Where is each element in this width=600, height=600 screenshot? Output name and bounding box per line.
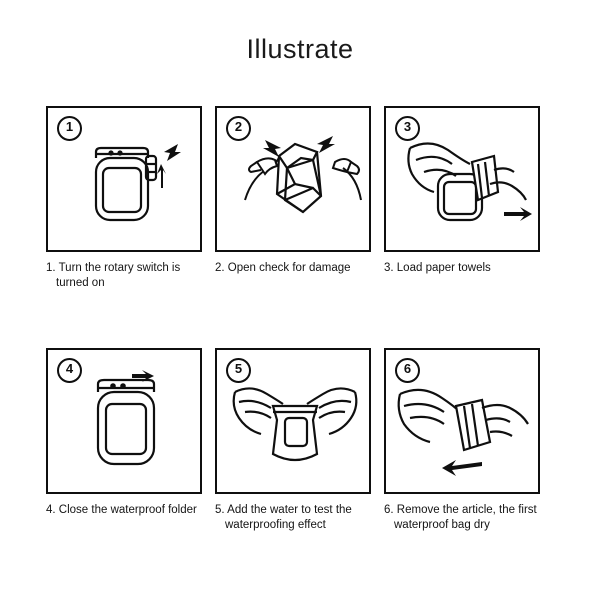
step-number-badge-5: 5 [226,358,251,383]
step-cell-6 [384,348,553,533]
step-number-badge-2: 2 [226,116,251,141]
step-panel-6 [384,348,540,494]
step-cell-3 [384,106,553,291]
step-panel-5 [215,348,371,494]
step-caption-1-line2: turned on [56,277,105,289]
step-number-badge-1: 1 [57,116,82,141]
step-caption-3-line1: 3. Load paper towels [384,262,491,274]
step-number-badge-3: 3 [395,116,420,141]
page-title: Illustrate [246,34,354,64]
step-caption-6-line1: 6. Remove the article, the first [384,504,537,516]
step-cell-1 [46,106,215,291]
step-caption-2-line1: 2. Open check for damage [215,262,351,274]
row-spacer [46,291,554,348]
step-panel-1 [46,106,202,252]
step-number-badge-6: 6 [395,358,420,383]
step-caption-6 [384,503,544,533]
step-caption-1-line1: 1. Turn the rotary switch is [46,262,181,274]
step-caption-5-line1: 5. Add the water to test the [215,504,352,516]
step-panel-4 [46,348,202,494]
step-panel-3 [384,106,540,252]
steps-grid [46,106,554,533]
step-caption-4 [46,503,206,518]
step-caption-5-line2: waterproofing effect [225,519,326,531]
step-panel-2 [215,106,371,252]
step-caption-2 [215,261,375,276]
step-number-badge-4: 4 [57,358,82,383]
step-caption-4-line1: 4. Close the waterproof folder [46,504,197,516]
step-cell-4 [46,348,215,533]
step-cell-5 [215,348,384,533]
step-caption-5 [215,503,375,533]
step-caption-1 [46,261,206,291]
step-caption-3 [384,261,544,276]
step-cell-2 [215,106,384,291]
step-caption-6-line2: waterproof bag dry [394,519,490,531]
